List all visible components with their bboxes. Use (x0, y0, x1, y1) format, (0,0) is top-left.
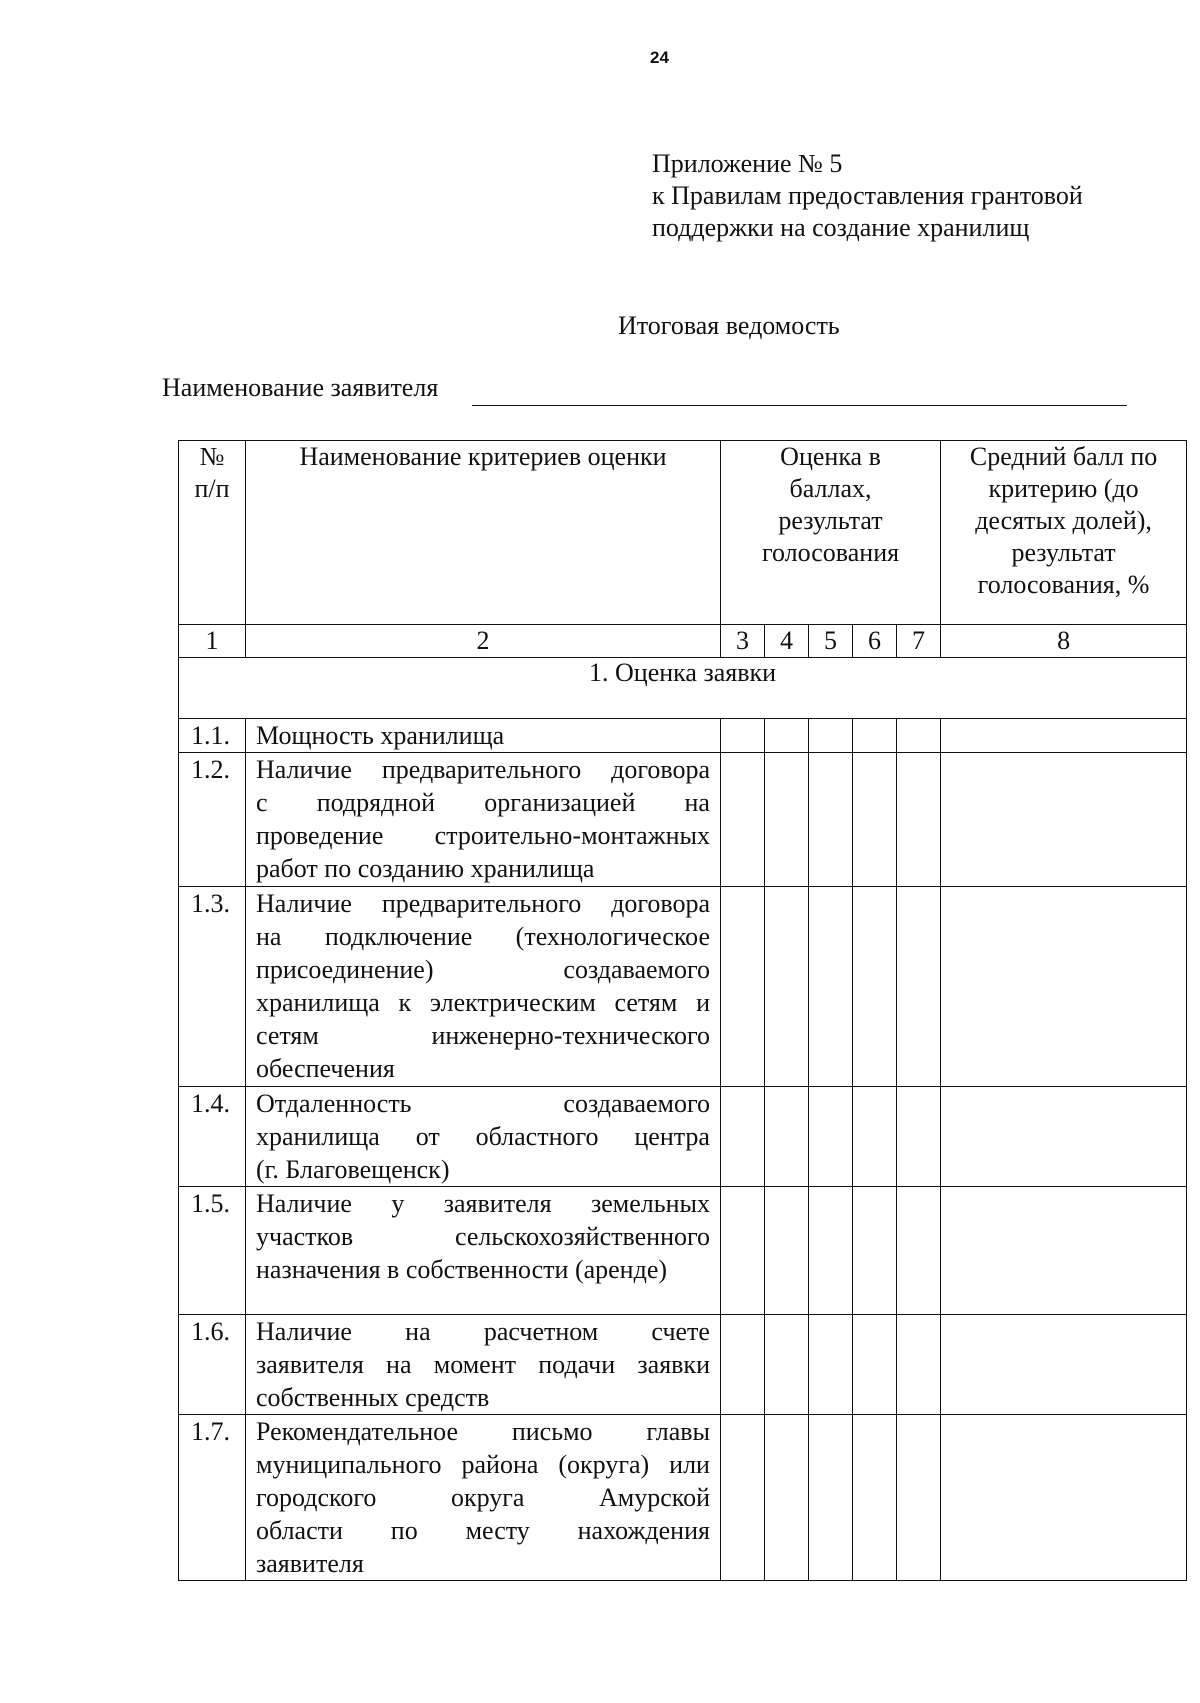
criterion-word: создаваемого (563, 955, 710, 984)
score-cell[interactable] (853, 719, 897, 753)
criterion-name (246, 887, 721, 1087)
criterion-number: 1.1. (179, 719, 246, 753)
score-cell[interactable] (721, 1187, 765, 1315)
header-average-score (941, 441, 1187, 625)
criterion-word: подачи (538, 1350, 616, 1379)
criterion-word: подключение (324, 922, 473, 951)
header-score-line-3: результат (778, 506, 883, 535)
evaluation-table (178, 440, 1187, 1581)
average-score-cell[interactable] (941, 1187, 1187, 1315)
criterion-word: (технологическое (515, 922, 710, 951)
average-score-cell[interactable] (941, 887, 1187, 1087)
criterion-word: муниципального (256, 1450, 442, 1479)
criterion-word: участков (256, 1222, 354, 1251)
criterion-word: предварительного (381, 889, 582, 918)
criterion-number: 1.4. (179, 1087, 246, 1187)
criterion-word: Наличие (256, 755, 352, 784)
score-cell[interactable] (809, 1087, 853, 1187)
score-cell[interactable] (721, 1415, 765, 1581)
column-number: 5 (809, 625, 853, 658)
criterion-line: назначения в собственности (аренде) (256, 1255, 668, 1284)
criterion-name (246, 1415, 721, 1581)
criterion-number: 1.3. (179, 887, 246, 1087)
column-number: 7 (897, 625, 941, 658)
score-cell[interactable] (765, 1315, 809, 1415)
criterion-word: письмо (511, 1417, 593, 1446)
criterion-word: организацией (484, 788, 636, 817)
score-cell[interactable] (809, 753, 853, 887)
score-cell[interactable] (853, 1087, 897, 1187)
score-cell[interactable] (765, 1087, 809, 1187)
criterion-word: области (256, 1516, 343, 1545)
criterion-word: Наличие (256, 889, 352, 918)
criterion-word: на (684, 788, 710, 817)
criterion-word: месту (465, 1516, 530, 1545)
table-row (179, 1087, 1187, 1187)
header-score-line-2: баллах, (789, 474, 872, 503)
criterion-word: от (415, 1122, 440, 1151)
criterion-line (256, 1514, 710, 1547)
criterion-word: на (256, 922, 282, 951)
criterion-word: сетям (256, 1021, 319, 1050)
table-row (179, 753, 1187, 887)
criterion-word: присоединение) (256, 955, 434, 984)
criterion-word: строительно-монтажных (434, 821, 710, 850)
header-average-line-2: критерию (до (988, 474, 1139, 503)
criterion-line: обеспечения (256, 1054, 395, 1083)
score-cell[interactable] (853, 887, 897, 1087)
score-cell[interactable] (897, 1087, 941, 1187)
criterion-line (256, 1019, 710, 1052)
criterion-name (246, 1315, 721, 1415)
appendix-line-3: поддержки на создание хранилищ (652, 213, 1030, 242)
score-cell[interactable] (765, 887, 809, 1087)
header-average-line-4: результат (1011, 538, 1116, 567)
criterion-number: 1.6. (179, 1315, 246, 1415)
criterion-word: Рекомендательное (256, 1417, 458, 1446)
score-cell[interactable] (897, 719, 941, 753)
score-cell[interactable] (897, 753, 941, 887)
criterion-line: собственных средств (256, 1383, 490, 1412)
section-title: 1. Оценка заявки (179, 658, 1187, 719)
header-score-line-1: Оценка в (780, 442, 881, 471)
criterion-word: на (405, 1317, 431, 1346)
average-score-cell[interactable] (941, 719, 1187, 753)
table-row (179, 1187, 1187, 1315)
criterion-line (256, 887, 710, 920)
criterion-word: момент (433, 1350, 516, 1379)
criterion-word: электрическим (429, 988, 596, 1017)
header-row (179, 441, 1187, 625)
criterion-line (256, 953, 710, 986)
criterion-line (256, 1315, 710, 1348)
criterion-word: заявителя (443, 1189, 552, 1218)
score-cell[interactable] (897, 1415, 941, 1581)
criterion-word: к (398, 988, 412, 1017)
score-cell[interactable] (765, 1187, 809, 1315)
score-cell[interactable] (897, 887, 941, 1087)
table-row (179, 887, 1187, 1087)
criterion-word: нахождения (577, 1516, 710, 1545)
score-cell[interactable] (721, 719, 765, 753)
criterion-line (256, 1415, 710, 1448)
criterion-word: сетям (614, 988, 678, 1017)
criterion-word: Отдаленность (256, 1089, 412, 1118)
criterion-word: хранилища (256, 1122, 380, 1151)
criterion-line: заявителя (256, 1549, 364, 1578)
document-title: Итоговая ведомость (618, 311, 840, 340)
appendix-line-1: Приложение № 5 (652, 149, 843, 178)
criterion-word: Наличие (256, 1317, 352, 1346)
score-cell[interactable] (721, 1087, 765, 1187)
criterion-word: по (390, 1516, 418, 1545)
header-average-line-3: десятых долей), (975, 506, 1152, 535)
criterion-line (256, 753, 710, 786)
score-cell[interactable] (853, 753, 897, 887)
criterion-word: предварительного (381, 755, 582, 784)
header-average-line-5: голосования, % (977, 570, 1150, 599)
table-row (179, 719, 1187, 753)
criterion-word: расчетном (483, 1317, 599, 1346)
header-number (179, 441, 246, 625)
average-score-cell[interactable] (941, 1415, 1187, 1581)
criterion-word: городского (256, 1483, 377, 1512)
criterion-word: создаваемого (563, 1089, 710, 1118)
criterion-word: с (256, 788, 268, 817)
column-number-row (179, 625, 1187, 658)
applicant-label: Наименование заявителя (162, 373, 439, 402)
criterion-line (256, 1120, 710, 1153)
criterion-word: на (386, 1350, 412, 1379)
score-cell[interactable] (853, 1315, 897, 1415)
criterion-line (256, 819, 710, 852)
criterion-word: заявки (637, 1350, 710, 1379)
column-number: 6 (853, 625, 897, 658)
appendix-line-2: к Правилам предоставления грантовой (652, 181, 1083, 210)
criterion-name (246, 1087, 721, 1187)
criterion-word: (округа) (558, 1450, 650, 1479)
criterion-word: договора (611, 755, 710, 784)
table-row (179, 1415, 1187, 1581)
column-number: 4 (765, 625, 809, 658)
criterion-line (256, 1448, 710, 1481)
score-cell[interactable] (897, 1315, 941, 1415)
criterion-word: и (696, 988, 710, 1017)
score-cell[interactable] (853, 1415, 897, 1581)
criterion-word: у (391, 1189, 405, 1218)
criterion-line (256, 1220, 710, 1253)
header-number-line-1: № (199, 442, 225, 471)
criterion-line (256, 1348, 710, 1381)
criterion-word: заявителя (256, 1350, 364, 1379)
criterion-name (246, 753, 721, 887)
criterion-word: подрядной (316, 788, 436, 817)
criterion-word: земельных (590, 1189, 710, 1218)
criterion-word: сельскохозяйственного (455, 1222, 710, 1251)
criterion-word: главы (646, 1417, 710, 1446)
table-row (179, 1315, 1187, 1415)
criterion-word: хранилища (256, 988, 380, 1017)
criterion-number: 1.7. (179, 1415, 246, 1581)
column-number: 8 (941, 625, 1187, 658)
criterion-word: района (461, 1450, 539, 1479)
criterion-name (246, 1187, 721, 1315)
criterion-line (256, 1187, 710, 1220)
score-cell[interactable] (809, 887, 853, 1087)
criterion-line (256, 986, 710, 1019)
criterion-number: 1.5. (179, 1187, 246, 1315)
criterion-word: областного (475, 1122, 599, 1151)
criterion-word: инженерно-технического (431, 1021, 710, 1050)
average-score-cell[interactable] (941, 1315, 1187, 1415)
criterion-line (256, 920, 710, 953)
criterion-line: (г. Благовещенск) (256, 1155, 450, 1184)
appendix-header (652, 148, 1083, 244)
applicant-name-blank[interactable] (472, 405, 1127, 406)
score-cell[interactable] (853, 1187, 897, 1315)
average-score-cell[interactable] (941, 1087, 1187, 1187)
criterion-line (256, 786, 710, 819)
column-number: 1 (179, 625, 246, 658)
score-cell[interactable] (765, 1415, 809, 1581)
score-cell[interactable] (721, 1315, 765, 1415)
criterion-name (246, 719, 721, 753)
criterion-word: Амурской (599, 1483, 710, 1512)
criterion-line (256, 1481, 710, 1514)
header-criteria-name: Наименование критериев оценки (246, 441, 721, 625)
section-row (179, 658, 1187, 719)
criterion-word: проведение (256, 821, 384, 850)
header-average-line-1: Средний балл по (969, 442, 1158, 471)
score-cell[interactable] (765, 719, 809, 753)
header-score (721, 441, 941, 625)
criterion-line: Мощность хранилища (256, 721, 505, 750)
criterion-word: или (669, 1450, 710, 1479)
score-cell[interactable] (809, 1415, 853, 1581)
column-number: 2 (246, 625, 721, 658)
page-number: 24 (650, 48, 669, 67)
criterion-number: 1.2. (179, 753, 246, 887)
criterion-word: округа (450, 1483, 525, 1512)
criterion-word: счете (651, 1317, 710, 1346)
criterion-word: центра (634, 1122, 710, 1151)
criterion-word: договора (611, 889, 710, 918)
score-cell[interactable] (721, 887, 765, 1087)
column-number: 3 (721, 625, 765, 658)
average-score-cell[interactable] (941, 753, 1187, 887)
header-number-line-2: п/п (194, 474, 230, 503)
score-cell[interactable] (809, 719, 853, 753)
criterion-line: работ по созданию хранилища (256, 854, 595, 883)
criterion-word: Наличие (256, 1189, 352, 1218)
score-cell[interactable] (809, 1315, 853, 1415)
score-cell[interactable] (765, 753, 809, 887)
score-cell[interactable] (721, 753, 765, 887)
header-score-line-4: голосования (761, 538, 900, 567)
criterion-line (256, 1087, 710, 1120)
score-cell[interactable] (809, 1187, 853, 1315)
score-cell[interactable] (897, 1187, 941, 1315)
